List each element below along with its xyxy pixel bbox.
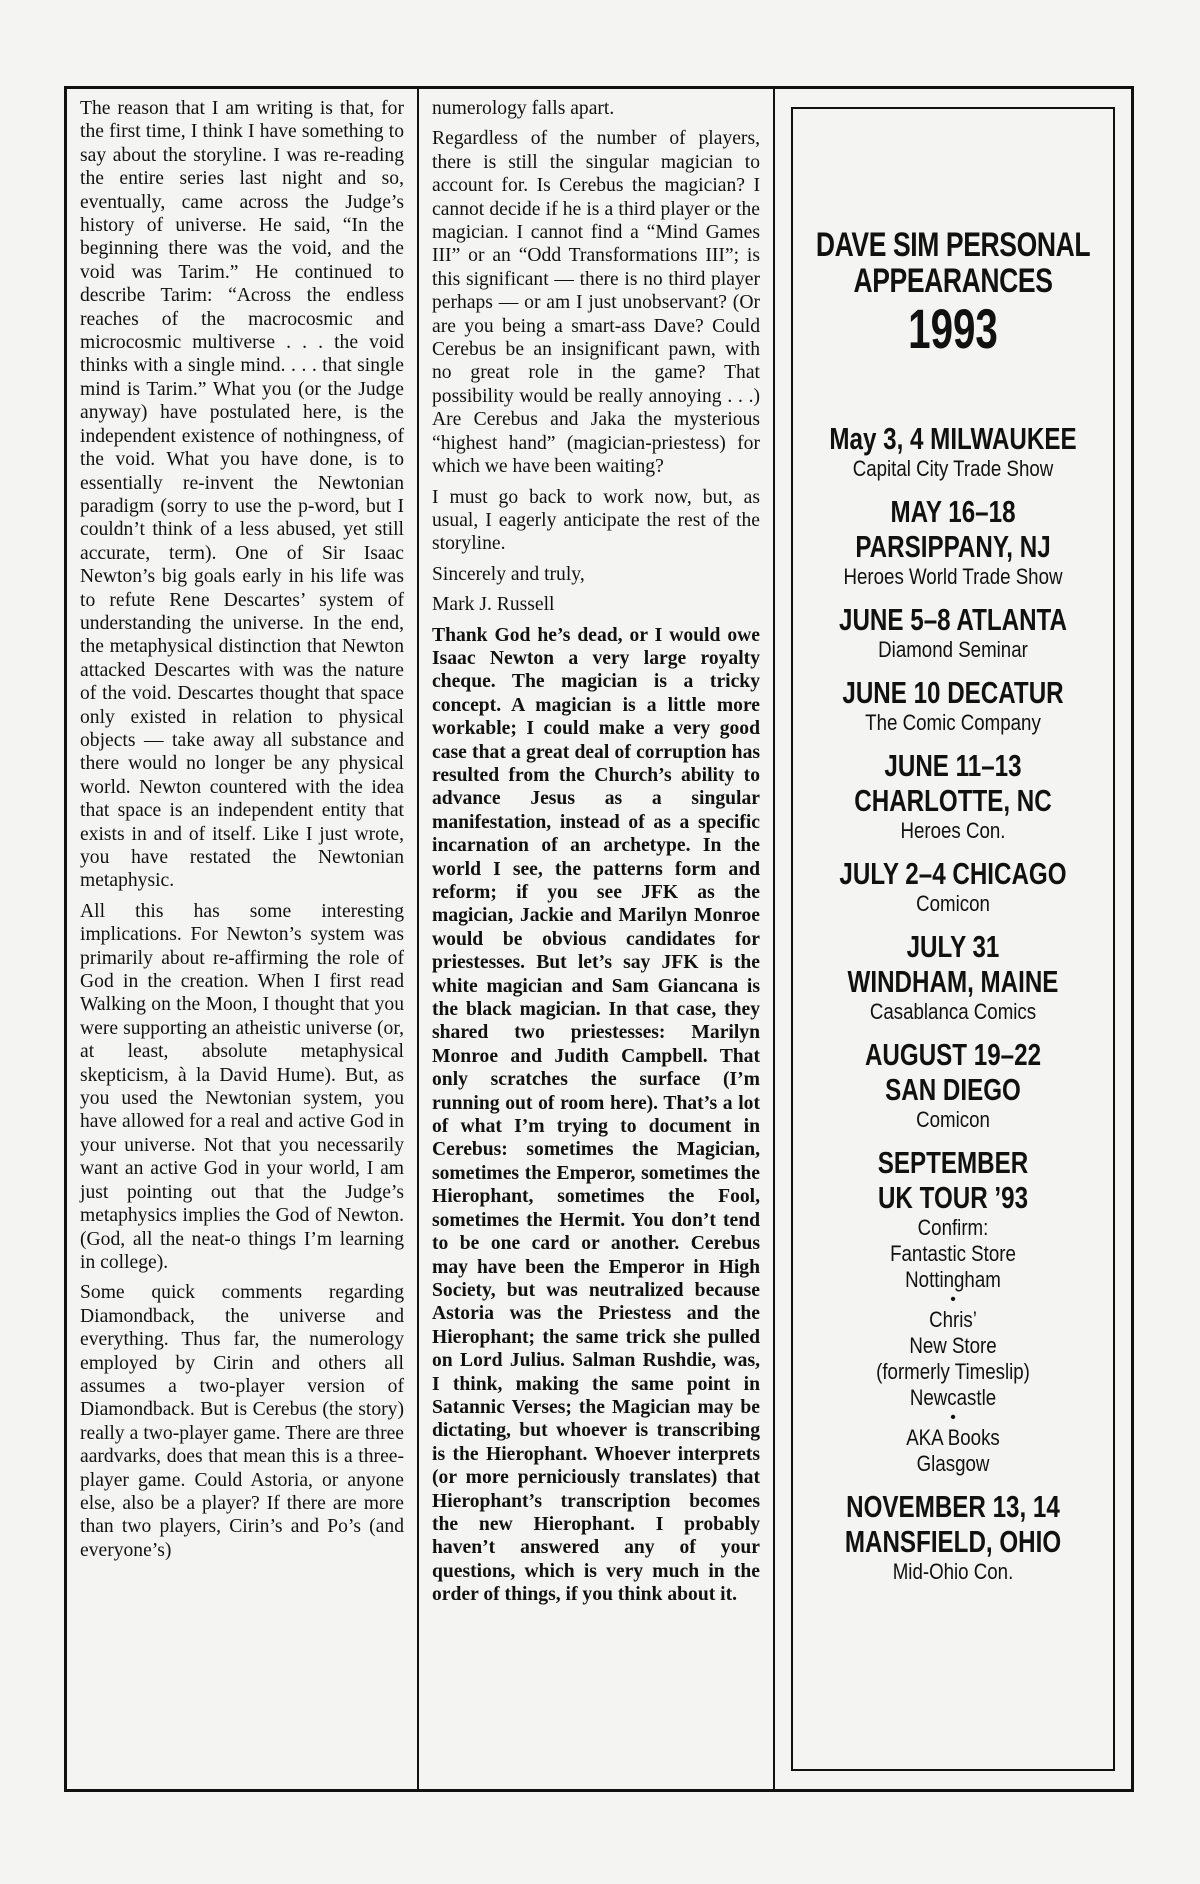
event-venue: Nottingham [905,1267,1001,1292]
event-venue: Chris’ [929,1307,977,1332]
event-title: WINDHAM, MAINE [847,964,1059,999]
event-mansfield [801,1489,1105,1585]
letter-paragraph: The reason that I am writing is that, for the first time, I think I have something to say about the storyline. I was re-reading the entire series last night and so, eventually, came across the Judge’s history of universe. He said, “In the beginning there was the void, and the void was Tarim.” He continued to describe Tarim: “Across the endless reaches of the macrocosmic and microcosmic multiverse . . . the void thinks with a single mind. . . . that single mind is Tarim.” What you (or the Judge anyway) have postulated here, is the independent existence of nothingness, of the void. What you have done, is to essentially re-invent the Newtonian paradigm (sorry to use the p-word, but I couldn’t think of a less abused, yet still accurate, term). One of Sir Isaac Newton’s big goals early in his life was to refute Rene Descartes’ system of understanding the universe. In the end, the metaphysical distinction that Newton attacked Descartes with was the nature of the void. Descartes thought that space only existed in relation to physical objects — take away all substance and there would no longer be any physical world. Newton countered with the idea that space is an independent entity that exists in and of itself. Like I just wrote, you have restated the Newtonian metaphysic. [80,98,404,892]
event-title: CHARLOTTE, NC [854,783,1052,818]
sidebar-title-line2: APPEARANCES [853,262,1053,300]
event-venue: Comicon [916,891,990,916]
letter-column-2 [419,89,775,1789]
event-venue: Fantastic Store [890,1241,1016,1266]
letter-closing: Sincerely and truly, [432,563,585,585]
event-venue: Heroes Con. [900,818,1006,843]
event-title: UK TOUR ’93 [877,1180,1029,1215]
event-title: SEPTEMBER [877,1145,1029,1180]
letter-paragraph: Some quick comments regarding Diamondback, the universe and everything. Thus far, the numerology employed by Cirin and others all assumes a two-player version of Diamondback. But is Cerebus (the story) really a two-player game. There are three aardvarks, does that mean this is a three-player game. Could Astoria, or anyone else, also be a player? If there are more than two players, Cirin’s and Po’s (and everyone’s) [80,1282,404,1561]
letter-paragraph: I must go back to work now, but, as usual, I eagerly anticipate the rest of the storyline. [432,486,760,555]
event-venue: New Store [909,1333,997,1358]
event-title: MANSFIELD, OHIO [844,1524,1062,1559]
event-venue: Capital City Trade Show [852,456,1054,481]
letter-signature: Mark J. Russell [432,594,555,616]
event-title: JULY 31 [906,929,1000,964]
event-charlotte [801,748,1105,844]
event-venue: The Comic Company [865,710,1041,735]
event-milwaukee [801,421,1105,482]
event-title: NOVEMBER 13, 14 [846,1489,1060,1524]
event-title: JULY 2–4 CHICAGO [839,856,1067,891]
event-title: SAN DIEGO [885,1072,1021,1107]
event-title: May 3, 4 MILWAUKEE [829,421,1077,456]
event-title: AUGUST 19–22 [864,1037,1042,1072]
event-title: MAY 16–18 [890,494,1016,529]
event-title: JUNE 5–8 ATLANTA [839,602,1067,637]
event-uk-tour [801,1145,1105,1477]
letter-paragraph: All this has some interesting implications. For Newton’s system was primarily about re-affirming the role of God in the creation. When I first read Walking on the Moon, I thought that you were supporting an atheistic universe (or, at least, absolute metaphysical skepticism, à la David Hume). But, as you used the Newtonian system, you have allowed for a real and active God in your universe. Not that you necessarily want an active God in your world, I am just pointing out that the Judge’s metaphysics implies the God of Newton. (God, all the neat-o things I’m learning in college). [80,900,404,1273]
event-windham [801,929,1105,1025]
event-chicago [801,856,1105,917]
event-venue: Heroes World Trade Show [843,564,1063,589]
event-venue: (formerly Timeslip) [876,1359,1030,1384]
event-venue: Mid-Ohio Con. [892,1559,1014,1584]
event-venue: Glasgow [916,1451,990,1476]
letters-page [64,86,1134,1792]
event-venue: Diamond Seminar [878,637,1028,662]
event-venue: Casablanca Comics [869,999,1037,1024]
sidebar-year: 1993 [908,297,998,360]
appearances-sidebar [775,89,1131,1789]
editor-reply: Thank God he’s dead, or I would owe Isaac Newton a very large royalty cheque. The magician is a tricky concept. A magician is a little more workable; I could make a very good case that a great deal of corruption has resulted from the Church’s ability to advance Jesus as a singular manifestation, instead of as a specific incarnation of an archetype. In the world I see, the patterns form and reform; if you see JFK as the magician, Jackie and Marilyn Monroe would be obvious candidates for priestesses. But let’s say JFK is the white magician and Sam Giancana is the black magician. In that case, they shared two priestesses: Marilyn Monroe and Judith Campbell. That only scratches the surface (I’m running out of room here). That’s a lot of what I’m trying to document in Cerebus: sometimes the Magician, sometimes the Emperor, sometimes the Hierophant, sometimes the Fool, sometimes the Hermit. You don’t tend to be one card or another. Cerebus may have been the Emperor in High Society, but was neutralized because Astoria was the Priestess and the Hierophant; the same trick she pulled on Lord Julius. Salman Rushdie, was, I think, making the same point in Satannic Verses; the Magician may be dictating, but whoever is transcribing is the Hierophant. Whoever interprets (or more perniciously translates) that Hierophant’s transcription becomes the new Hierophant. I probably haven’t answered any of your questions, which is very much in the order of things, if you think about it. [432,624,760,1606]
event-venue: Newcastle [909,1385,997,1410]
letter-column-1 [67,89,419,1789]
event-venue: AKA Books [906,1425,1000,1450]
appearances-box [791,107,1115,1771]
event-atlanta [801,602,1105,663]
event-san-diego [801,1037,1105,1133]
event-parsippany [801,494,1105,590]
event-title: JUNE 11–13 [884,748,1022,783]
event-venue: Comicon [916,1107,990,1132]
event-venue: Confirm: [917,1215,989,1240]
bullet-separator: • [950,1291,956,1308]
event-decatur [801,675,1105,736]
letter-paragraph: numerology falls apart. [432,98,615,119]
event-title: JUNE 10 DECATUR [842,675,1064,710]
letter-paragraph: Regardless of the number of players, there is still the singular magician to account for. Is Cerebus the magician? I cannot decide if he is a third player or the magician. I cannot find a “Mind Games III” or an “Odd Transformations III”; is this significant — there is no third player perhaps — or am I just unobservant? (Or are you being a smart-ass Dave? Could Cerebus be an insignificant pawn, with no great role in the game? That possibility would be really annoying . . .) Are Cerebus and Jaka the mysterious “highest hand” (magician-priestess) for which we have been waiting? [432,128,760,478]
bullet-separator: • [950,1409,956,1426]
sidebar-title-line1: DAVE SIM PERSONAL [815,226,1091,264]
event-title: PARSIPPANY, NJ [855,529,1051,564]
